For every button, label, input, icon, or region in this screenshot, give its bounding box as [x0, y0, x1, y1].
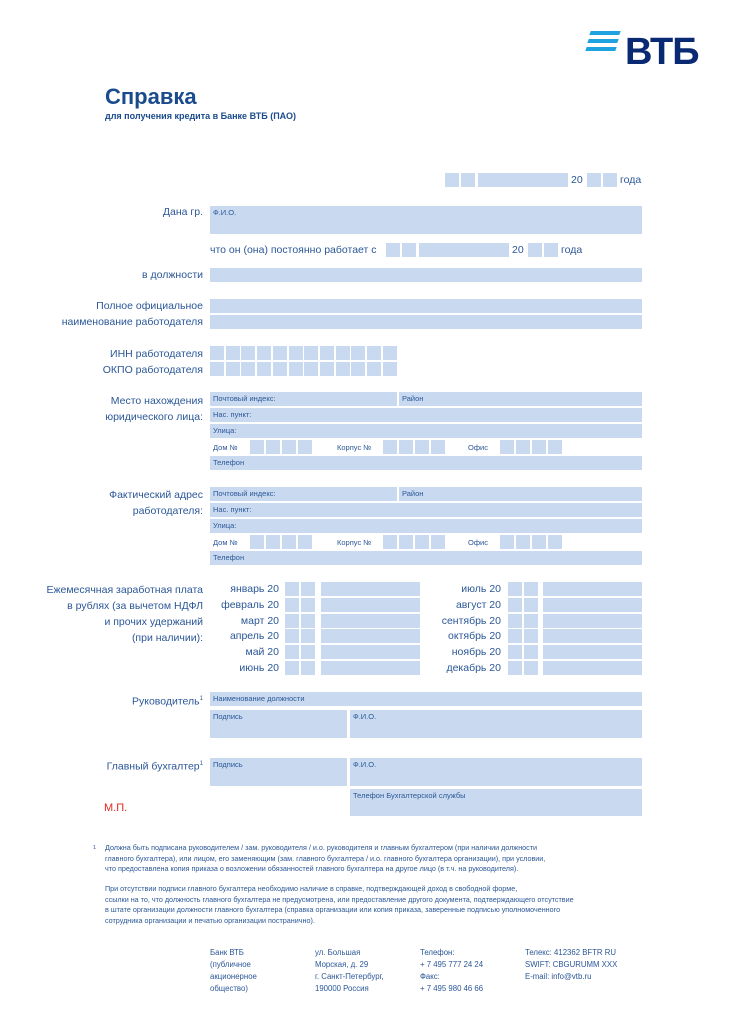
actual-house-cell[interactable] — [298, 535, 312, 549]
contact-codes — [525, 947, 617, 983]
since-year-prefix: 20 — [512, 244, 524, 256]
okpo-digit-cell[interactable] — [320, 362, 334, 376]
legal-street-field[interactable] — [210, 424, 642, 438]
director-fio-field[interactable] — [350, 710, 642, 738]
chief-accountant-label — [107, 756, 203, 775]
okpo-digit-cell[interactable] — [383, 362, 397, 376]
since-year-cell[interactable] — [544, 243, 558, 257]
logo-text: ВТБ — [625, 31, 699, 73]
actual-house-cell[interactable] — [282, 535, 296, 549]
employee-fio-placeholder: Ф.И.О. — [213, 208, 237, 217]
footnote-mark: 1 — [93, 845, 97, 851]
inn-digit-cell[interactable] — [367, 346, 381, 360]
footnote-line: При отсутствии подписи главного бухгалтера необходимо наличие в справке, подтверждающей доход в свободной форме, — [105, 884, 518, 893]
contact-line: + 7 495 777 24 24 — [420, 960, 484, 969]
salary-year-cell[interactable] — [508, 598, 522, 612]
contact-line: ул. Большая — [315, 948, 361, 957]
legal-phone-field[interactable] — [210, 456, 642, 470]
accountant-fio-field[interactable] — [350, 758, 642, 786]
salary-year-cell[interactable] — [524, 645, 538, 659]
salary-label-2: в рублях (за вычетом НДФЛ — [67, 600, 203, 612]
field-label: Почтовый индекс: — [213, 394, 276, 403]
footnote-mark: 1 — [199, 761, 203, 767]
director-label-text: Руководитель — [132, 695, 200, 708]
legal-house-cell[interactable] — [266, 440, 280, 454]
legal-building-label: Корпус № — [337, 443, 372, 452]
salary-amount-field[interactable] — [321, 629, 420, 643]
inn-label: ИНН работодателя — [110, 348, 203, 360]
actual-office-cell[interactable] — [532, 535, 546, 549]
actual-address-label-1: Фактический адрес — [109, 489, 203, 501]
salary-amount-field[interactable] — [321, 661, 420, 675]
actual-postal-index-field[interactable] — [210, 487, 397, 501]
okpo-digit-cell[interactable] — [226, 362, 240, 376]
salary-label-3: и прочих удержаний — [104, 616, 203, 628]
actual-house-label: Дом № — [213, 538, 238, 547]
employee-fio-field[interactable] — [210, 206, 642, 234]
contact-line: Морская, д. 29 — [315, 960, 369, 969]
legal-building-cell[interactable] — [383, 440, 397, 454]
salary-year-cell[interactable] — [301, 614, 315, 628]
actual-office-cell[interactable] — [500, 535, 514, 549]
footnote-line: главного бухгалтера), или лицом, его заменяющим (зам. главного бухгалтера / и.о. главного бухгалтера организации), при условии, — [105, 853, 546, 863]
salary-month-label: ноябрь 20 — [451, 646, 501, 659]
inn-digit-cell[interactable] — [320, 346, 334, 360]
field-label: Телефон — [213, 458, 245, 467]
okpo-label: ОКПО работодателя — [102, 364, 203, 376]
date-year-cell[interactable] — [603, 173, 617, 187]
actual-settlement-field[interactable] — [210, 503, 642, 517]
field-label: Подпись — [213, 760, 243, 769]
director-label — [132, 691, 203, 710]
inn-digit-cell[interactable] — [383, 346, 397, 360]
logo-stripe-icon — [589, 31, 620, 35]
salary-amount-field[interactable] — [543, 661, 642, 675]
actual-house-cell[interactable] — [266, 535, 280, 549]
footnote-line: в штате организации должности главного бухгалтера (справка организации или копия приказа, заверенные подписью уполномоченного — [105, 905, 561, 914]
salary-year-cell[interactable] — [301, 598, 315, 612]
date-year-prefix: 20 — [571, 174, 583, 186]
contact-line: Телефон: — [420, 948, 455, 957]
footnote-line: что предоставлена копия приказа о возложении обязанностей главного бухгалтера на другое лицо (в т.ч. на руководителя). — [105, 864, 519, 873]
employer-name-label-2: наименование работодателя — [61, 316, 203, 328]
salary-year-cell[interactable] — [508, 614, 522, 628]
salary-label-4: (при наличии): — [131, 632, 203, 644]
field-label: Почтовый индекс: — [213, 489, 276, 498]
page-title: Справка — [105, 84, 197, 109]
field-label: Телефон Бухгалтерской службы — [353, 791, 466, 800]
legal-office-cell[interactable] — [532, 440, 546, 454]
field-label: Нас. пункт: — [213, 505, 252, 514]
actual-building-cell[interactable] — [415, 535, 429, 549]
salary-year-cell[interactable] — [524, 629, 538, 643]
works-since-text: что он (она) постоянно работает с — [210, 244, 377, 256]
salary-month-label: апрель 20 — [229, 630, 279, 643]
date-day-cell[interactable] — [461, 173, 475, 187]
legal-building-cell[interactable] — [431, 440, 445, 454]
okpo-digit-cell[interactable] — [351, 362, 365, 376]
since-day-cell[interactable] — [402, 243, 416, 257]
actual-address-label-2: работодателя: — [132, 505, 203, 517]
actual-district-field[interactable] — [399, 487, 642, 501]
okpo-digit-cell[interactable] — [257, 362, 271, 376]
contact-bank — [210, 947, 257, 995]
employee-label: Дана гр. — [162, 206, 203, 218]
legal-house-cell[interactable] — [250, 440, 264, 454]
director-position-field[interactable] — [210, 692, 642, 706]
position-field[interactable] — [210, 268, 642, 282]
director-signature-field[interactable] — [210, 710, 347, 738]
legal-house-label: Дом № — [213, 443, 238, 452]
salary-month-label: июнь 20 — [239, 662, 279, 674]
salary-month-label: февраль 20 — [221, 598, 279, 611]
footnote-para-1 — [105, 843, 545, 875]
salary-amount-field[interactable] — [321, 614, 420, 628]
inn-digit-cell[interactable] — [273, 346, 287, 360]
field-label: Ф.И.О. — [353, 760, 377, 769]
contact-line: 190000 Россия — [315, 984, 369, 993]
date-year-cell[interactable] — [587, 173, 601, 187]
date-month-field[interactable] — [478, 173, 568, 187]
actual-building-cell[interactable] — [431, 535, 445, 549]
contact-line: Телекс: 412362 BFTR RU — [525, 948, 616, 957]
salary-year-cell[interactable] — [524, 598, 538, 612]
legal-settlement-field[interactable] — [210, 408, 642, 422]
salary-amount-field[interactable] — [543, 645, 642, 659]
position-label: в должности — [142, 269, 203, 281]
salary-year-cell[interactable] — [508, 661, 522, 675]
salary-amount-field[interactable] — [321, 645, 420, 659]
field-label: Наименование должности — [213, 694, 305, 703]
footnote-mark: 1 — [199, 696, 203, 702]
salary-year-cell[interactable] — [301, 661, 315, 675]
okpo-digit-cell[interactable] — [241, 362, 255, 376]
field-label: Телефон — [213, 553, 245, 562]
actual-building-label: Корпус № — [337, 538, 372, 547]
salary-year-cell[interactable] — [301, 629, 315, 643]
employer-name-field-2[interactable] — [210, 315, 642, 329]
actual-phone-field[interactable] — [210, 551, 642, 565]
salary-month-label: январь 20 — [230, 583, 279, 595]
salary-month-label: август 20 — [455, 598, 501, 611]
legal-office-cell[interactable] — [516, 440, 530, 454]
contact-line: E-mail: info@vtb.ru — [525, 972, 592, 981]
field-label: Улица: — [213, 521, 237, 530]
salary-month-label: март 20 — [240, 614, 279, 627]
page-subtitle: для получения кредита в Банке ВТБ (ПАО) — [105, 111, 297, 121]
accountant-signature-field[interactable] — [210, 758, 347, 786]
field-label: Район — [402, 489, 424, 498]
legal-postal-index-field[interactable] — [210, 392, 397, 406]
inn-digit-cell[interactable] — [226, 346, 240, 360]
salary-year-cell[interactable] — [524, 614, 538, 628]
inn-digit-cell[interactable] — [304, 346, 318, 360]
contact-address — [315, 947, 384, 995]
salary-amount-field[interactable] — [543, 598, 642, 612]
field-label: Ф.И.О. — [353, 712, 377, 721]
employer-name-field-1[interactable] — [210, 299, 642, 313]
okpo-digit-cell[interactable] — [273, 362, 287, 376]
logo-stripe-icon — [587, 39, 618, 43]
salary-year-cell[interactable] — [301, 582, 315, 596]
logo-stripe-icon — [585, 47, 616, 51]
salary-year-cell[interactable] — [285, 598, 299, 612]
contact-line: (публичное — [210, 960, 251, 969]
inn-digit-cell[interactable] — [289, 346, 303, 360]
since-suffix: года — [561, 244, 583, 256]
salary-month-label: май 20 — [245, 646, 279, 659]
salary-year-cell[interactable] — [285, 661, 299, 675]
contact-line: г. Санкт-Петербург, — [315, 972, 384, 981]
since-month-field[interactable] — [419, 243, 509, 257]
inn-digit-cell[interactable] — [351, 346, 365, 360]
actual-house-cell[interactable] — [250, 535, 264, 549]
salary-amount-field[interactable] — [321, 582, 420, 596]
salary-year-cell[interactable] — [285, 614, 299, 628]
salary-month-label: сентябрь 20 — [441, 614, 501, 627]
since-day-cell[interactable] — [386, 243, 400, 257]
legal-district-field[interactable] — [399, 392, 642, 406]
contact-line: общество) — [210, 984, 248, 993]
contact-line: SWIFT: CBGURUMM XXX — [525, 960, 618, 969]
salary-amount-field[interactable] — [543, 582, 642, 596]
salary-month-label: июль 20 — [461, 583, 501, 595]
salary-year-cell[interactable] — [508, 629, 522, 643]
inn-digit-cell[interactable] — [336, 346, 350, 360]
since-year-cell[interactable] — [528, 243, 542, 257]
date-suffix: года — [620, 174, 642, 186]
okpo-digit-cell[interactable] — [210, 362, 224, 376]
footnote-para-2 — [105, 884, 574, 926]
salary-amount-field[interactable] — [543, 614, 642, 628]
contact-phones — [420, 947, 483, 995]
contact-line: Факс: — [420, 972, 440, 981]
okpo-digit-cell[interactable] — [304, 362, 318, 376]
salary-year-cell[interactable] — [285, 629, 299, 643]
date-day-cell[interactable] — [445, 173, 459, 187]
salary-amount-field[interactable] — [543, 629, 642, 643]
legal-house-cell[interactable] — [282, 440, 296, 454]
salary-month-label: октябрь 20 — [448, 630, 501, 643]
contact-line: акционерное — [210, 972, 257, 981]
footnote-line: ссылки на то, что должность главного бухгалтера не предусмотрена, или предоставление другого документа, подтверждающего отсутствие — [105, 894, 574, 904]
footnote-line: сотрудника организации и печатью организации постранично). — [105, 915, 315, 925]
actual-street-field[interactable] — [210, 519, 642, 533]
inn-digit-cell[interactable] — [210, 346, 224, 360]
salary-year-cell[interactable] — [524, 582, 538, 596]
legal-address-label-1: Место нахождения — [110, 395, 203, 407]
actual-office-cell[interactable] — [548, 535, 562, 549]
actual-building-cell[interactable] — [399, 535, 413, 549]
salary-month-label: декабрь 20 — [446, 662, 501, 674]
legal-building-cell[interactable] — [415, 440, 429, 454]
okpo-digit-cell[interactable] — [367, 362, 381, 376]
salary-year-cell[interactable] — [508, 645, 522, 659]
actual-office-cell[interactable] — [516, 535, 530, 549]
accounting-phone-field[interactable] — [350, 789, 642, 816]
actual-building-cell[interactable] — [383, 535, 397, 549]
okpo-digit-cell[interactable] — [336, 362, 350, 376]
inn-digit-cell[interactable] — [241, 346, 255, 360]
contact-line: + 7 495 980 46 66 — [420, 984, 484, 993]
legal-address-label-2: юридического лица: — [105, 411, 203, 423]
salary-amount-field[interactable] — [321, 598, 420, 612]
salary-year-cell[interactable] — [508, 582, 522, 596]
salary-label-1: Ежемесячная заработная плата — [46, 584, 203, 596]
legal-office-cell[interactable] — [500, 440, 514, 454]
salary-year-cell[interactable] — [285, 645, 299, 659]
field-label: Нас. пункт: — [213, 410, 252, 419]
salary-year-cell[interactable] — [285, 582, 299, 596]
contact-line: Банк ВТБ — [210, 948, 244, 957]
chief-accountant-label-text: Главный бухгалтер — [106, 760, 200, 773]
okpo-digit-cell[interactable] — [289, 362, 303, 376]
actual-office-label: Офис — [468, 538, 488, 547]
legal-office-label: Офис — [468, 443, 488, 452]
inn-digit-cell[interactable] — [257, 346, 271, 360]
salary-year-cell[interactable] — [524, 661, 538, 675]
salary-year-cell[interactable] — [301, 645, 315, 659]
employer-name-label-1: Полное официальное — [96, 300, 203, 312]
footnote-line: Должна быть подписана руководителем / зам. руководителя / и.о. руководителя и главным бухгалтером (при наличии должности — [105, 843, 538, 852]
stamp-label: М.П. — [104, 802, 128, 814]
field-label: Район — [402, 394, 424, 403]
legal-office-cell[interactable] — [548, 440, 562, 454]
legal-house-cell[interactable] — [298, 440, 312, 454]
field-label: Улица: — [213, 426, 237, 435]
field-label: Подпись — [213, 712, 243, 721]
legal-building-cell[interactable] — [399, 440, 413, 454]
